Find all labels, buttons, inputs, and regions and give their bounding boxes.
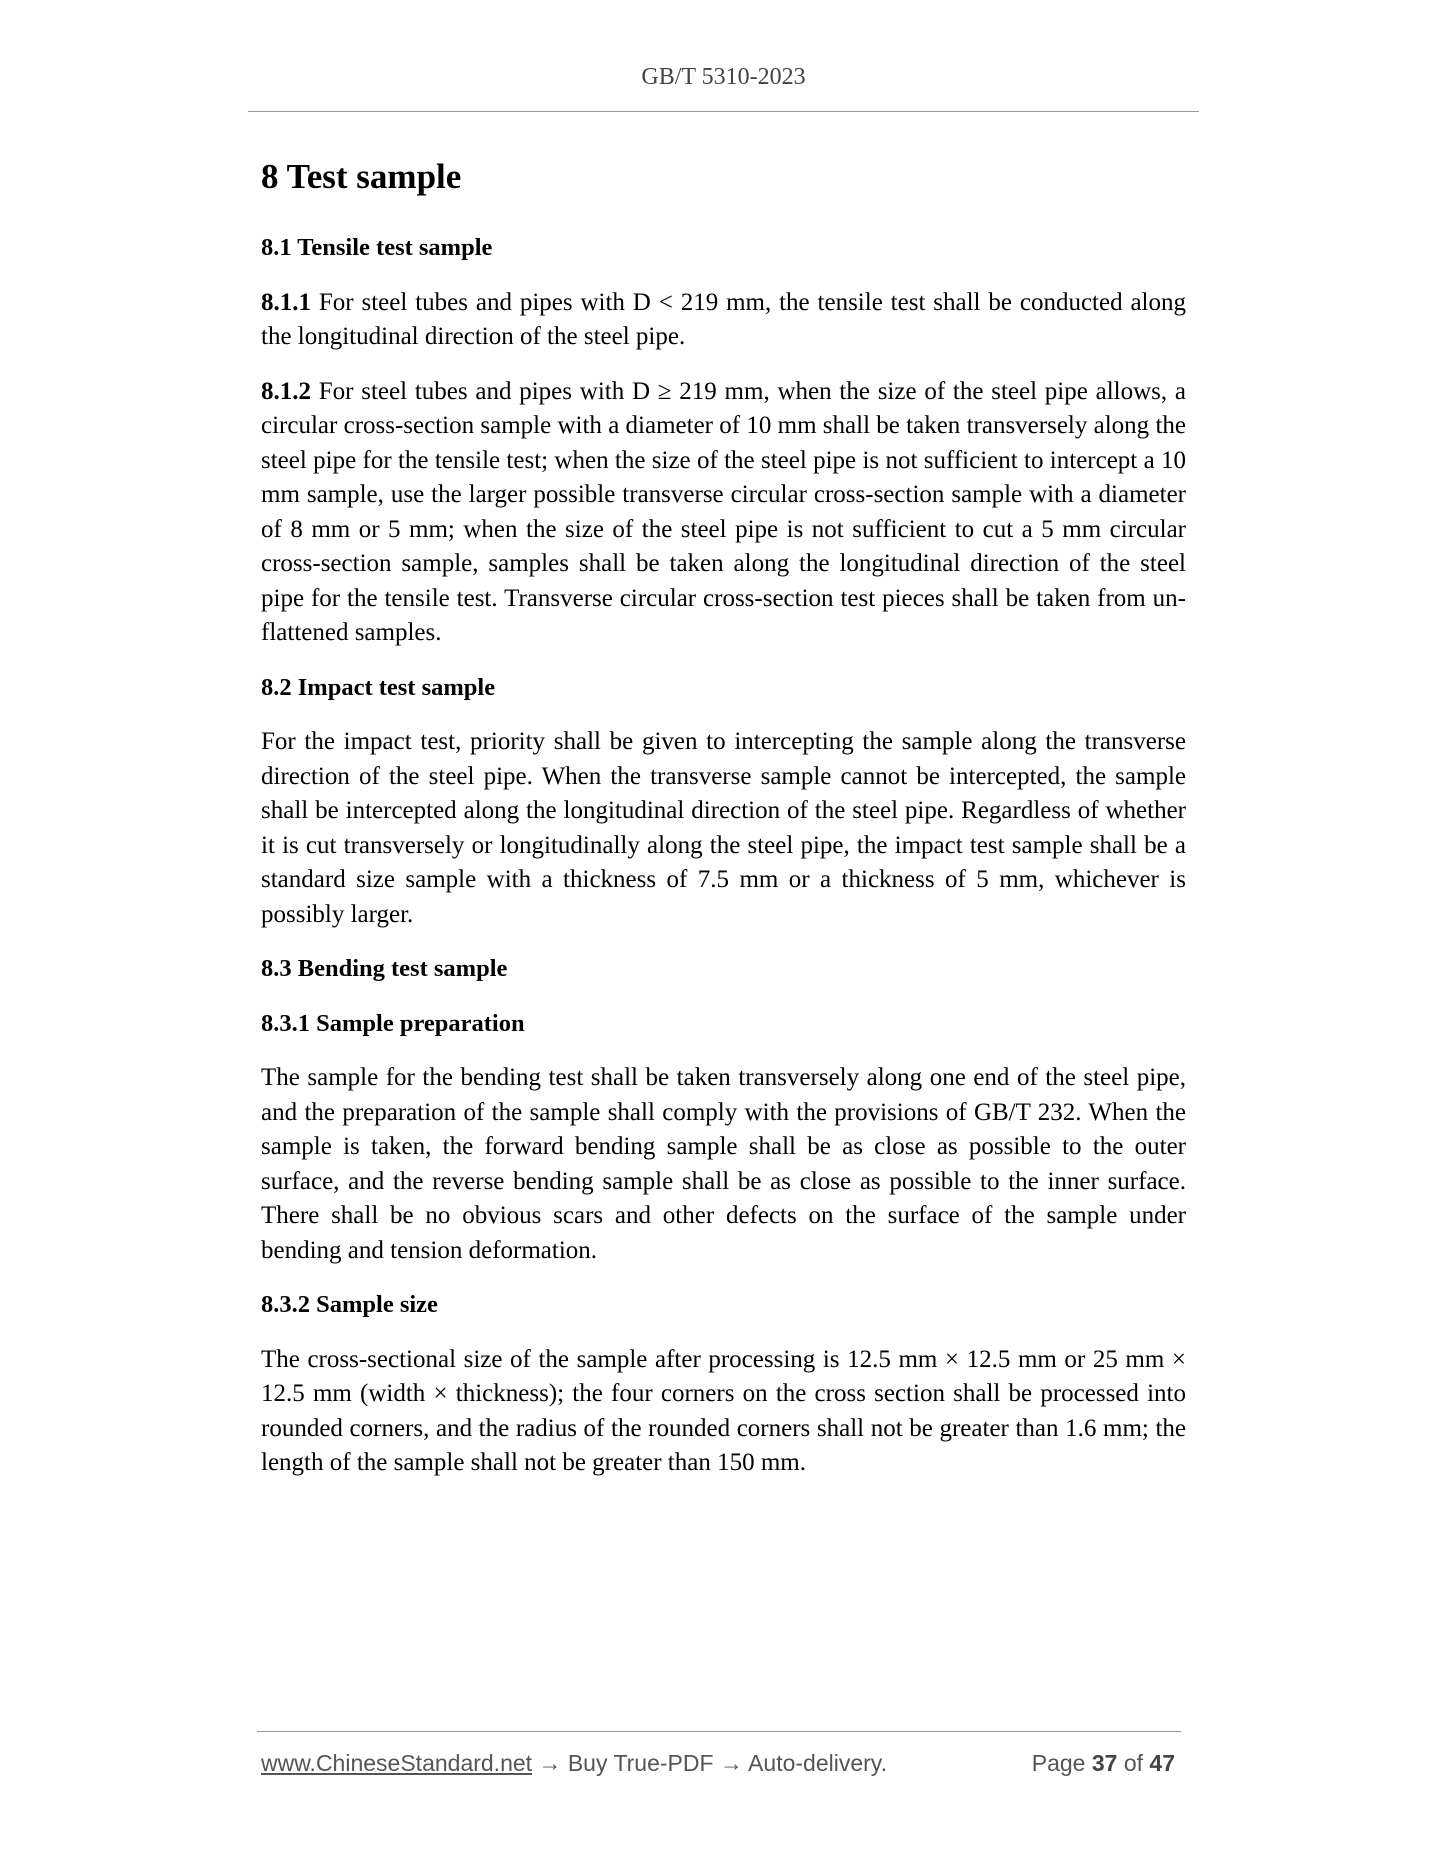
- page-of-label: of: [1123, 1750, 1144, 1776]
- clause-8-3-1-text: The sample for the bending test shall be taken transversely along one end of the steel pipe, and the preparation of the sample shall comply with the provisions of GB/T 232. When the sample is taken, the forward bending sample shall be as close as possible to the outer surface, and the reverse bending sample shall be as close as possible to the inner surface. There shall be no obvious scars and other defects on the surface of the sample under bending and tension deformation.: [261, 1064, 1186, 1264]
- document-code-header: GB/T 5310-2023: [641, 64, 806, 90]
- page-current: 37: [1091, 1750, 1118, 1776]
- page-counter: [1032, 1750, 1175, 1777]
- section-8-2-heading: 8.2 Impact test sample: [261, 673, 496, 701]
- clause-8-1-1-number: 8.1.1: [261, 288, 311, 316]
- clause-8-1-1-text: For steel tubes and pipes with D < 219 mm, the tensile test shall be conducted along the longitudinal direction of the steel pipe.: [261, 288, 1187, 350]
- page-total: 47: [1149, 1750, 1175, 1776]
- clause-8-1-2-number: 8.1.2: [261, 377, 311, 405]
- clause-8-1-2-text: For steel tubes and pipes with D ≥ 219 mm, when the size of the steel pipe allows, a circular cross-section sample with a diameter of 10 mm shall be taken transversely along the steel pipe for the tensile test; when the size of the steel pipe is not sufficient to intercept a 10 mm sample, use the larger possible transverse circular cross-section sample with a diameter of 8 mm or 5 mm; when the size of the steel pipe is not sufficient to cut a 5 mm circular cross-section sample, samples shall be taken along the longitudinal direction of the steel pipe for the tensile test. Transverse circular cross-section test pieces shall be taken from un-flattened samples.: [261, 377, 1186, 646]
- section-8-1-heading: 8.1 Tensile test sample: [261, 234, 493, 261]
- clause-8-1-2: [261, 375, 1186, 651]
- document-body: [261, 150, 1186, 1501]
- header-divider: [248, 111, 1199, 112]
- section-8-3-heading: 8.3 Bending test sample: [261, 955, 508, 982]
- section-8-3-2-heading: 8.3.2 Sample size: [261, 1291, 438, 1318]
- footer-promo-text: → Buy True-PDF → Auto-delivery.: [532, 1750, 887, 1776]
- clause-8-1-1: [261, 286, 1186, 355]
- clause-8-2-text: For the impact test, priority shall be given to intercepting the sample along the transverse direction of the steel pipe. When the transverse sample cannot be intercepted, the sample shall be intercepted along the longitudinal direction of the steel pipe. Regardless of whether it is cut transversely or longitudinally along the steel pipe, the impact test sample shall be a standard size sample with a thickness of 7.5 mm or a thickness of 5 mm, whichever is possibly larger.: [261, 728, 1186, 928]
- footer-divider: [257, 1731, 1181, 1732]
- site-link[interactable]: www.ChineseStandard.net: [261, 1750, 533, 1776]
- footer-promo: [261, 1750, 887, 1777]
- page-label: Page: [1031, 1750, 1086, 1776]
- section-8-heading: 8 Test sample: [261, 157, 462, 196]
- clause-8-3-2-text: The cross-sectional size of the sample after processing is 12.5 mm × 12.5 mm or 25 mm × 12.5 mm (width × thickness); the four corners on the cross section shall be processed into rounded corners, and the radius of the rounded corners shall not be greater than 1.6 mm; the length of the sample shall not be greater than 150 mm.: [261, 1345, 1186, 1476]
- section-8-3-1-heading: 8.3.1 Sample preparation: [261, 1009, 525, 1037]
